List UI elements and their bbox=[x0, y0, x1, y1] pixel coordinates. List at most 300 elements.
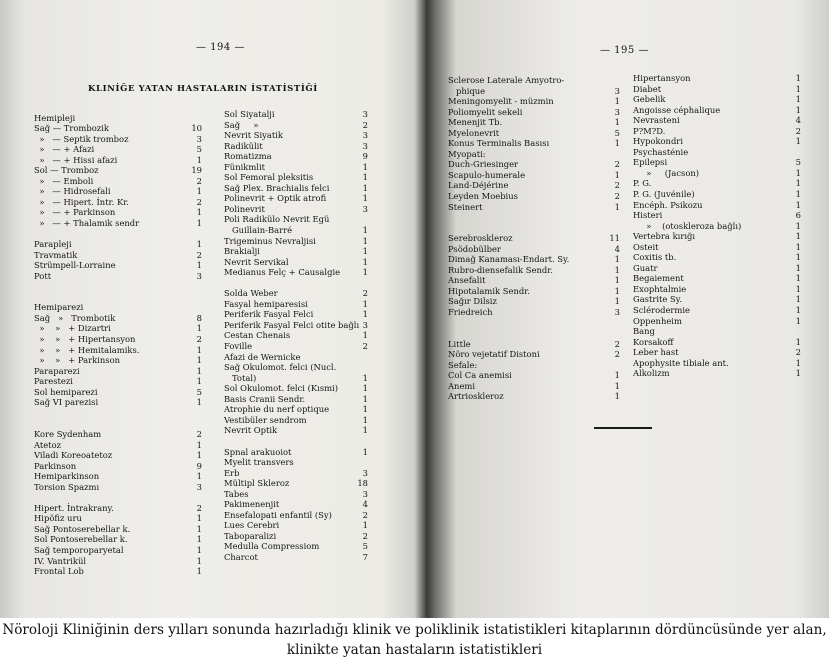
diagnosis-label: Total) bbox=[224, 372, 257, 383]
list-item bbox=[224, 478, 384, 489]
case-count: 7 bbox=[362, 551, 368, 562]
case-count: 1 bbox=[795, 178, 801, 189]
list-item bbox=[34, 102, 212, 113]
diagnosis-label: Psychasténie bbox=[633, 146, 689, 157]
case-count: 3 bbox=[362, 467, 368, 478]
list-item bbox=[448, 159, 623, 170]
diagnosis-label: Spnal arakuoiot bbox=[224, 446, 292, 457]
case-count: 2 bbox=[614, 180, 620, 191]
case-count: 1 bbox=[795, 231, 801, 242]
diagnosis-label: Myelit transvers bbox=[224, 457, 294, 468]
case-count: 1 bbox=[614, 254, 620, 265]
list-item bbox=[224, 510, 384, 521]
diagnosis-label: Scapulo-humerale bbox=[448, 169, 526, 180]
list-item bbox=[34, 366, 212, 377]
diagnosis-label: » — + Afazi bbox=[34, 144, 95, 155]
diagnosis-label: Meningomyelit - müzmin bbox=[448, 96, 554, 107]
case-count: 3 bbox=[614, 85, 620, 96]
case-count: 2 bbox=[362, 341, 368, 352]
diagnosis-label: Sol Femoral pleksitis bbox=[224, 172, 314, 183]
list-item bbox=[224, 278, 384, 289]
case-count: 1 bbox=[795, 315, 801, 326]
case-count: 1 bbox=[362, 172, 368, 183]
list-item bbox=[633, 284, 813, 295]
list-item bbox=[224, 172, 384, 183]
case-count: 3 bbox=[196, 270, 202, 281]
diagnosis-label: Histeri bbox=[633, 210, 663, 221]
case-count: 2 bbox=[196, 196, 202, 207]
case-count: 1 bbox=[614, 138, 620, 149]
list-item bbox=[34, 260, 212, 271]
case-count: 2 bbox=[196, 334, 202, 345]
case-count: 1 bbox=[362, 446, 368, 457]
list-item bbox=[34, 376, 212, 387]
case-count: 1 bbox=[614, 296, 620, 307]
list-item bbox=[224, 457, 384, 468]
list-item bbox=[448, 339, 623, 350]
list-item bbox=[34, 482, 212, 493]
list-item bbox=[448, 318, 623, 329]
list-item bbox=[224, 309, 384, 320]
diagnosis-label: Diabet bbox=[633, 83, 662, 94]
case-count: 1 bbox=[196, 186, 202, 197]
diagnosis-label: Solda Weber bbox=[224, 288, 278, 299]
case-count: 1 bbox=[614, 201, 620, 212]
case-count: 1 bbox=[795, 167, 801, 178]
list-item bbox=[224, 183, 384, 194]
list-item bbox=[34, 355, 212, 366]
case-count: 1 bbox=[795, 283, 801, 294]
case-count: 2 bbox=[196, 175, 202, 186]
case-count: 1 bbox=[196, 239, 202, 250]
list-item bbox=[448, 117, 623, 128]
case-count: 1 bbox=[196, 397, 202, 408]
diagnosis-label: Lues Cerebri bbox=[224, 520, 280, 531]
list-item bbox=[224, 468, 384, 479]
diagnosis-label: Col Ca anemisi bbox=[448, 370, 512, 381]
diagnosis-label: Parestezi bbox=[34, 376, 73, 387]
diagnosis-label: » — + Hissi afazi bbox=[34, 154, 118, 165]
diagnosis-label: Tabes bbox=[224, 488, 249, 499]
case-count: 1 bbox=[795, 199, 801, 210]
case-count: 1 bbox=[362, 309, 368, 320]
case-count: 1 bbox=[362, 393, 368, 404]
diagnosis-label: Steinert bbox=[448, 201, 483, 212]
case-count: 1 bbox=[362, 330, 368, 341]
list-item bbox=[633, 157, 813, 168]
list-item bbox=[448, 180, 623, 191]
case-count: 1 bbox=[362, 425, 368, 436]
case-count: 1 bbox=[362, 372, 368, 383]
case-count: 1 bbox=[614, 380, 620, 391]
diagnosis-label: Duch-Griesinger bbox=[448, 159, 519, 170]
case-count: 3 bbox=[362, 488, 368, 499]
diagnosis-label: Osteit bbox=[633, 241, 659, 252]
diagnosis-label: Sol — Tromboz bbox=[34, 165, 99, 176]
diagnosis-label: Paraparezi bbox=[34, 365, 80, 376]
case-count: 5 bbox=[795, 157, 801, 168]
list-item bbox=[448, 381, 623, 392]
list-item bbox=[224, 109, 384, 120]
diagnosis-label: Sol Pontoserebellar k. bbox=[34, 534, 128, 545]
list-item bbox=[448, 307, 623, 318]
diagnosis-label: IV. Vantrikül bbox=[34, 555, 87, 566]
list-item bbox=[448, 96, 623, 107]
diagnosis-label: » » + Hipertansyon bbox=[34, 334, 136, 345]
list-item bbox=[34, 440, 212, 451]
case-count: 1 bbox=[614, 285, 620, 296]
case-count: 1 bbox=[795, 220, 801, 231]
list-item bbox=[448, 286, 623, 297]
diagnosis-label: Gastrite Sy. bbox=[633, 294, 683, 305]
case-count: 1 bbox=[795, 94, 801, 105]
case-count: 1 bbox=[362, 161, 368, 172]
case-count: 2 bbox=[362, 288, 368, 299]
list-item bbox=[34, 271, 212, 282]
list-item bbox=[224, 141, 384, 152]
case-count: 1 bbox=[362, 182, 368, 193]
case-count: 1 bbox=[196, 355, 202, 366]
left-page bbox=[0, 0, 424, 618]
case-count: 1 bbox=[196, 439, 202, 450]
diagnosis-label: Epilepsi bbox=[633, 157, 668, 168]
diagnosis-label: Rubro-diensefalik Sendr. bbox=[448, 264, 553, 275]
case-count: 1 bbox=[196, 218, 202, 229]
diagnosis-label: Poliomyelit sekeli bbox=[448, 106, 523, 117]
list-item bbox=[224, 341, 384, 352]
list-item bbox=[448, 212, 623, 223]
case-count: 1 bbox=[196, 555, 202, 566]
list-item bbox=[224, 330, 384, 341]
diagnosis-label: Fünikmlit bbox=[224, 161, 266, 172]
diagnosis-label: Charcot bbox=[224, 551, 258, 562]
case-count: 19 bbox=[191, 165, 202, 176]
case-count: 2 bbox=[614, 159, 620, 170]
list-item bbox=[34, 429, 212, 440]
diagnosis-label: » (Jacson) bbox=[633, 167, 700, 178]
diagnosis-label: Angoisse céphalique bbox=[633, 104, 721, 115]
case-count: 2 bbox=[362, 119, 368, 130]
case-count: 3 bbox=[614, 307, 620, 318]
list-item bbox=[448, 254, 623, 265]
case-count: 2 bbox=[196, 428, 202, 439]
list-item bbox=[448, 223, 623, 234]
diagnosis-label: Viladi Koreoatetoz bbox=[34, 450, 113, 461]
diagnosis-label: Myopati: bbox=[448, 148, 486, 159]
diagnosis-label: » — Emboli bbox=[34, 175, 94, 186]
diagnosis-label: Frontal Lob bbox=[34, 566, 84, 577]
case-count: 1 bbox=[795, 357, 801, 368]
list-item bbox=[224, 320, 384, 331]
case-count: 1 bbox=[795, 252, 801, 263]
case-count: 1 bbox=[362, 298, 368, 309]
diagnosis-label: Foville bbox=[224, 341, 253, 352]
list-item bbox=[633, 84, 813, 95]
list-item bbox=[224, 151, 384, 162]
case-count: 1 bbox=[614, 370, 620, 381]
case-count: 4 bbox=[614, 243, 620, 254]
diagnosis-label: » — Septik tromboz bbox=[34, 133, 129, 144]
diagnosis-label: Pakimenenjit bbox=[224, 499, 280, 510]
case-count: 1 bbox=[795, 273, 801, 284]
list-item bbox=[633, 305, 813, 316]
case-count: 1 bbox=[362, 414, 368, 425]
diagnosis-label: Alkolizm bbox=[633, 368, 670, 379]
diagnosis-label: Strümpell-Lorraine bbox=[34, 260, 116, 271]
case-count: 1 bbox=[795, 305, 801, 316]
case-count: 3 bbox=[196, 481, 202, 492]
section-divider bbox=[594, 427, 652, 429]
diagnosis-label: Leber hast bbox=[633, 347, 679, 358]
right-page bbox=[430, 0, 829, 618]
list-item bbox=[34, 134, 212, 145]
case-count: 18 bbox=[357, 478, 368, 489]
list-item bbox=[448, 107, 623, 118]
diagnosis-label: Apophysite tibiale ant. bbox=[633, 357, 729, 368]
list-item bbox=[34, 418, 212, 429]
list-item bbox=[224, 288, 384, 299]
diagnosis-label: Hemipleji bbox=[34, 112, 76, 123]
case-count: 11 bbox=[609, 233, 620, 244]
diagnosis-label: Sağır Dilsiz bbox=[448, 296, 497, 307]
list-item bbox=[448, 244, 623, 255]
diagnosis-label: Brakialji bbox=[224, 246, 260, 257]
list-item bbox=[34, 545, 212, 556]
list-item bbox=[448, 370, 623, 381]
list-item bbox=[633, 200, 813, 211]
diagnosis-label: » — + Thalamik sendr bbox=[34, 218, 140, 229]
case-count: 3 bbox=[614, 106, 620, 117]
list-item bbox=[224, 225, 384, 236]
list-item bbox=[34, 239, 212, 250]
diagnosis-label: Torsion Spazmı bbox=[34, 481, 100, 492]
diagnosis-label: Medulla Compressiom bbox=[224, 541, 320, 552]
list-item bbox=[34, 408, 212, 419]
diagnosis-label: Dimağ Kanaması-Endart. Sy. bbox=[448, 254, 570, 265]
case-count: 1 bbox=[362, 267, 368, 278]
diagnosis-label: Trigeminus Nevraljisi bbox=[224, 235, 316, 246]
list-item bbox=[224, 162, 384, 173]
diagnosis-label: Hipert. İntrakrany. bbox=[34, 502, 114, 513]
diagnosis-label: » — Hidrosefali bbox=[34, 186, 111, 197]
diagnosis-label: Friedreich bbox=[448, 307, 493, 318]
diagnosis-label: Taboparalizi bbox=[224, 530, 277, 541]
case-count: 10 bbox=[191, 123, 202, 134]
list-item bbox=[34, 207, 212, 218]
case-count: 1 bbox=[196, 471, 202, 482]
case-count: 1 bbox=[196, 365, 202, 376]
list-item bbox=[224, 193, 384, 204]
list-item bbox=[224, 204, 384, 215]
diagnosis-label: Little bbox=[448, 338, 471, 349]
case-count: 1 bbox=[196, 207, 202, 218]
diagnosis-label: Leyden Moebius bbox=[448, 191, 518, 202]
case-count: 2 bbox=[795, 347, 801, 358]
diagnosis-label: P. G. bbox=[633, 178, 652, 189]
list-item bbox=[633, 316, 813, 327]
diagnosis-label: Sol hemiparezi bbox=[34, 386, 98, 397]
diagnosis-label: Guatr bbox=[633, 262, 658, 273]
diagnosis-label: Sclérodermie bbox=[633, 305, 691, 316]
diagnosis-label: Sol Siyatalji bbox=[224, 109, 275, 119]
diagnosis-label: Nevrit Optik bbox=[224, 425, 278, 436]
list-item bbox=[34, 387, 212, 398]
case-count: 1 bbox=[362, 193, 368, 204]
diagnosis-label: Poli Radikülo Nevrit Egü bbox=[224, 214, 330, 225]
case-count: 5 bbox=[362, 541, 368, 552]
list-item bbox=[633, 94, 813, 105]
list-item bbox=[34, 186, 212, 197]
case-count: 5 bbox=[196, 386, 202, 397]
diagnosis-label: Nevrit Servikal bbox=[224, 256, 289, 267]
diagnosis-label: Parapleji bbox=[34, 239, 72, 250]
diagnosis-label: Hemiparezi bbox=[34, 302, 84, 313]
diagnosis-label: Oppenheim bbox=[633, 315, 682, 326]
case-count: 9 bbox=[362, 151, 368, 162]
case-count: 1 bbox=[196, 534, 202, 545]
case-count: 1 bbox=[362, 225, 368, 236]
case-count: 2 bbox=[614, 338, 620, 349]
list-item bbox=[633, 347, 813, 358]
list-item bbox=[224, 552, 384, 563]
diagnosis-label: Erb bbox=[224, 467, 240, 478]
list-item bbox=[34, 176, 212, 187]
case-count: 1 bbox=[196, 544, 202, 555]
diagnosis-label: Sağ Plex. Brachialis felci bbox=[224, 182, 330, 193]
list-item bbox=[633, 115, 813, 126]
list-item bbox=[633, 73, 813, 84]
diagnosis-label: » — Hipert. İntr. Kr. bbox=[34, 196, 129, 207]
diagnosis-label: Sclerose Laterale Amyotro- bbox=[448, 75, 565, 85]
diagnosis-label: Sağ Okulomot. felci (Nucl. bbox=[224, 362, 337, 373]
case-count: 2 bbox=[362, 509, 368, 520]
list-item bbox=[448, 296, 623, 307]
diagnosis-label: P?M?D. bbox=[633, 125, 666, 136]
diagnosis-label: Periferik Fasyal Felci otite bağlı bbox=[224, 319, 360, 330]
list-item bbox=[34, 123, 212, 134]
list-item bbox=[34, 334, 212, 345]
list-item bbox=[34, 229, 212, 240]
list-item bbox=[34, 218, 212, 229]
list-item bbox=[448, 138, 623, 149]
list-item bbox=[224, 130, 384, 141]
diagnosis-label: Ensefalopati enfantil (Sy) bbox=[224, 509, 332, 520]
diagnosis-label: » — + Parkinson bbox=[34, 207, 116, 218]
list-item bbox=[224, 299, 384, 310]
diagnosis-column-2 bbox=[224, 109, 384, 563]
list-item bbox=[448, 233, 623, 244]
diagnosis-label: Kore Sydenham bbox=[34, 428, 102, 439]
list-item bbox=[34, 345, 212, 356]
list-item bbox=[633, 136, 813, 147]
case-count: 1 bbox=[795, 262, 801, 273]
list-item bbox=[224, 404, 384, 415]
list-item bbox=[633, 189, 813, 200]
case-count: 9 bbox=[196, 460, 202, 471]
case-count: 1 bbox=[614, 275, 620, 286]
diagnosis-label: Sağ » Trombotik bbox=[34, 312, 116, 323]
case-count: 1 bbox=[795, 136, 801, 147]
diagnosis-label: Sefale: bbox=[448, 359, 478, 370]
list-item bbox=[34, 397, 212, 408]
list-item bbox=[34, 197, 212, 208]
list-item bbox=[633, 221, 813, 232]
list-item bbox=[34, 524, 212, 535]
case-count: 1 bbox=[196, 566, 202, 577]
case-count: 3 bbox=[196, 133, 202, 144]
list-item bbox=[224, 436, 384, 447]
diagnosis-label: Hipöfiz uru bbox=[34, 513, 82, 524]
diagnosis-label: Encéph. Psikozu bbox=[633, 199, 703, 210]
case-count: 1 bbox=[196, 323, 202, 334]
list-item bbox=[224, 531, 384, 542]
case-count: 3 bbox=[362, 109, 368, 119]
diagnosis-label: Hipertansyon bbox=[633, 73, 691, 83]
list-item bbox=[224, 425, 384, 436]
case-count: 1 bbox=[795, 336, 801, 347]
case-count: 1 bbox=[362, 383, 368, 394]
case-count: 4 bbox=[362, 499, 368, 510]
case-count: 1 bbox=[196, 260, 202, 271]
list-item bbox=[448, 191, 623, 202]
case-count: 1 bbox=[795, 73, 801, 83]
list-item bbox=[224, 394, 384, 405]
list-item bbox=[633, 294, 813, 305]
case-count: 3 bbox=[362, 130, 368, 141]
diagnosis-label: Parkinson bbox=[34, 460, 77, 471]
page-number-left: — 194 — bbox=[196, 42, 245, 53]
case-count: 1 bbox=[196, 344, 202, 355]
diagnosis-label: Nevrasteni bbox=[633, 115, 680, 126]
case-count: 1 bbox=[795, 104, 801, 115]
diagnosis-label: Gebelik bbox=[633, 94, 666, 105]
case-count: 2 bbox=[795, 125, 801, 136]
case-count: 1 bbox=[614, 264, 620, 275]
list-item bbox=[224, 520, 384, 531]
list-item bbox=[448, 170, 623, 181]
case-count: 1 bbox=[795, 241, 801, 252]
diagnosis-label: Polinevrit + Optik atrofi bbox=[224, 193, 327, 204]
diagnosis-label: Vestibüler sendrom bbox=[224, 414, 307, 425]
list-item bbox=[34, 461, 212, 472]
diagnosis-label: Travmatik bbox=[34, 249, 78, 260]
diagnosis-label: Mültipl Skleroz bbox=[224, 478, 290, 489]
list-item bbox=[633, 358, 813, 369]
diagnosis-label: Exophtalmie bbox=[633, 283, 687, 294]
diagnosis-label: Fasyal hemiparesisi bbox=[224, 298, 308, 309]
diagnosis-label: Konus Terminalis Basısı bbox=[448, 138, 550, 149]
list-item bbox=[34, 250, 212, 261]
case-count: 3 bbox=[362, 203, 368, 214]
case-count: 3 bbox=[362, 319, 368, 330]
diagnosis-label: Nevrit Siyatik bbox=[224, 130, 283, 141]
diagnosis-label: Sağ VI parezisi bbox=[34, 397, 99, 408]
diagnosis-label: Basis Cranii Sendr. bbox=[224, 393, 306, 404]
case-count: 1 bbox=[795, 189, 801, 200]
diagnosis-label: Begaiement bbox=[633, 273, 684, 284]
list-item bbox=[633, 368, 813, 379]
case-count: 1 bbox=[795, 294, 801, 305]
case-count: 1 bbox=[196, 523, 202, 534]
list-item bbox=[448, 86, 623, 97]
diagnosis-label: » » + Dizartri bbox=[34, 323, 111, 334]
list-item bbox=[633, 326, 813, 337]
list-item bbox=[224, 541, 384, 552]
diagnosis-label: Menenjit Tb. bbox=[448, 117, 503, 128]
case-count: 6 bbox=[795, 210, 801, 221]
list-item bbox=[448, 128, 623, 139]
diagnosis-label: » » + Parkinson bbox=[34, 355, 121, 366]
